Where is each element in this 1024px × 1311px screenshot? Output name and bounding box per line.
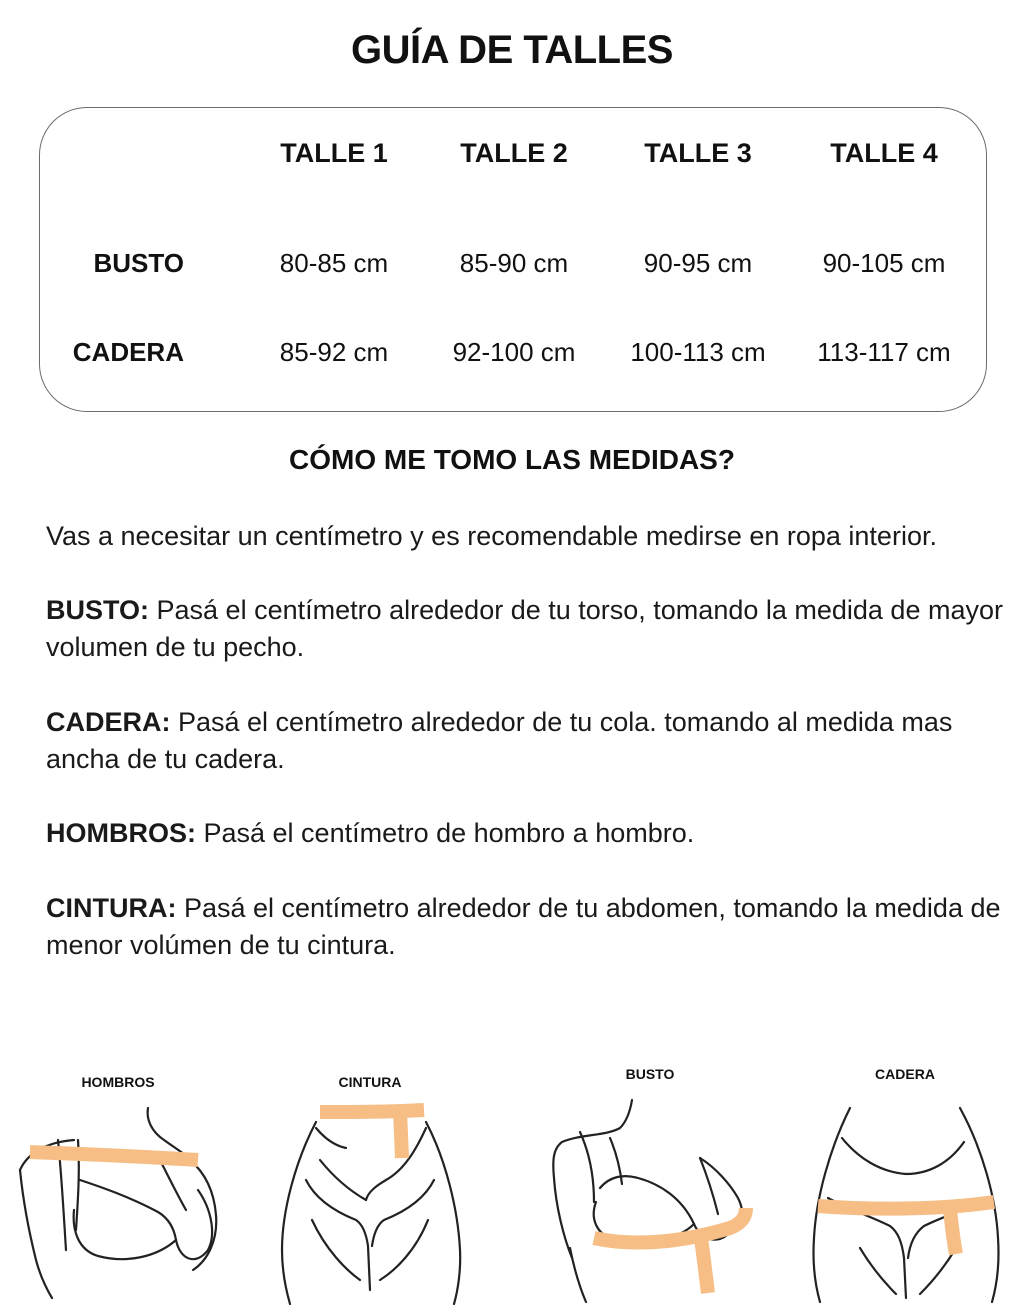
busto-illustration-icon: [550, 1098, 760, 1303]
row-label-busto: BUSTO: [93, 248, 184, 278]
table-cell: 85-90 cm: [459, 248, 569, 278]
instruction-text: Pasá el centímetro alrededor de tu abdomen, tomando la medida de menor volúmen de tu cintura.: [46, 893, 1001, 960]
instruction-busto: [46, 592, 1006, 666]
instruction-cintura: [46, 890, 1006, 964]
instruction-cadera: [46, 704, 1006, 778]
figure-label-busto: BUSTO: [625, 1066, 675, 1082]
instruction-label: BUSTO:: [46, 595, 150, 625]
figure-label-hombros: HOMBROS: [81, 1074, 155, 1090]
section-title: CÓMO ME TOMO LAS MEDIDAS?: [289, 444, 735, 475]
figure-label-cadera: CADERA: [875, 1066, 935, 1082]
instruction-label: CADERA:: [46, 707, 171, 737]
instruction-text: Pasá el centímetro alrededor de tu cola. tomando al medida mas ancha de tu cadera.: [46, 707, 953, 774]
instruction-label: CINTURA:: [46, 893, 177, 923]
page-title: GUÍA DE TALLES: [351, 28, 673, 72]
table-cell: 90-105 cm: [822, 248, 946, 278]
column-header-talle-3: TALLE 3: [644, 138, 752, 168]
cadera-illustration-icon: [810, 1098, 1010, 1303]
row-label-cadera: CADERA: [72, 337, 184, 367]
cintura-illustration-icon: [276, 1100, 476, 1305]
table-cell: 113-117 cm: [817, 337, 951, 367]
table-cell: 90-95 cm: [643, 248, 753, 278]
column-header-talle-4: TALLE 4: [830, 138, 938, 168]
instruction-hombros: [46, 815, 1006, 852]
table-cell: 85-92 cm: [279, 337, 389, 367]
instruction-text: Pasá el centímetro alrededor de tu torso, tomando la medida de mayor volumen de tu pecho.: [46, 595, 1003, 662]
figure-label-cintura: CINTURA: [338, 1074, 402, 1090]
column-header-talle-2: TALLE 2: [460, 138, 568, 168]
instruction-label: HOMBROS:: [46, 818, 196, 848]
table-cell: 92-100 cm: [452, 337, 576, 367]
instruction-text: Pasá el centímetro de hombro a hombro.: [196, 818, 695, 848]
intro-text: Vas a necesitar un centímetro y es recomendable medirse en ropa interior.: [46, 521, 937, 551]
column-header-talle-1: TALLE 1: [280, 138, 388, 168]
hombros-illustration-icon: [18, 1100, 228, 1300]
table-cell: 80-85 cm: [279, 248, 389, 278]
size-table: [39, 107, 987, 412]
table-cell: 100-113 cm: [630, 337, 766, 367]
